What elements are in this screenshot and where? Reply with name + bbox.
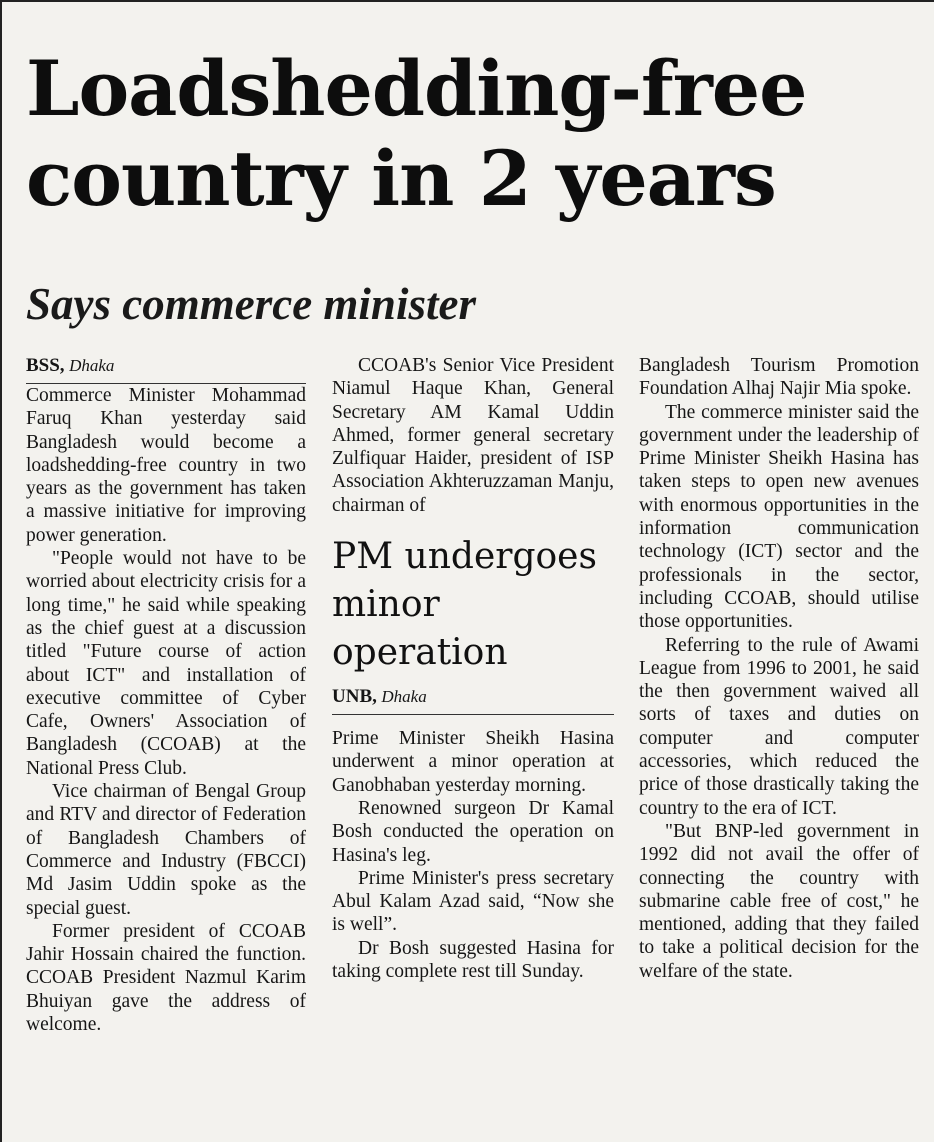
headline [26,44,926,224]
side-story-byline [332,685,614,715]
side-story-paragraph: Prime Minister Sheikh Hasina underwent a minor operation at Ganobhaban yesterday morning. [332,728,614,796]
headline-line-1: Loadshedding-free [26,44,807,133]
article-paragraph: Commerce Minister Mohammad Faruq Khan yesterday said Bangladesh would become a loadshedding-free country in two years as the government has taken a massive initiative for improving power generation. [26,385,306,546]
main-story-column-3 [639,354,919,983]
byline-agency: BSS, [26,355,65,376]
article-paragraph: Vice chairman of Bengal Group and RTV and director of Federation of Bangladesh Chambers of Commerce and Industry (FBCCI) Md Jasim Uddin spoke as the special guest. [26,781,306,919]
subheadline: Says commerce minister [26,279,476,329]
headline-line-2: country in 2 years [26,134,776,223]
side-headline-line-3: operation [332,632,508,674]
article-paragraph: "People would not have to be worried about electricity crisis for a long time," he said while speaking as the chief guest at a discussion titled "Future course of action about ICT" and installation of executive committee of Cyber Cafe, Owners' Association of Bangladesh (CCOAB) at the National Press Club. [26,548,306,779]
side-headline-line-1: PM undergoes [332,536,597,578]
article-paragraph: "But BNP-led government in 1992 did not avail the offer of connecting the country with submarine cable free of cost," he mentioned, adding that they failed to take a political decision for the welfare of the state. [639,820,919,982]
side-story-paragraph: Prime Minister's press secretary Abul Kalam Azad said, “Now she is well”. [332,867,614,936]
byline-agency: UNB, [332,686,377,708]
article-paragraph: The commerce minister said the government under the leadership of Prime Minister Sheikh Hasina has taken steps to open new avenues with enormous opportunities in the information communication technology (ICT) sector and the professionals in the sector, including CCOAB, should utilise those opportunities. [639,401,919,633]
byline-place: Dhaka [381,687,427,707]
article-paragraph: CCOAB's Senior Vice President Niamul Haque Khan, General Secretary AM Kamal Uddin Ahmed, former general secretary Zulfiquar Haider, president of ISP Association Akhteruzzaman Manju, chairman of [332,355,614,516]
article-paragraph: Former president of CCOAB Jahir Hossain chaired the function. CCOAB President Nazmul Karim Bhuiyan gave the address of welcome. [26,920,306,1036]
main-story-column-2 [332,354,614,983]
article-paragraph: Referring to the rule of Awami League from 1996 to 2001, he said the then government waived all sorts of taxes and duties on computer and computer accessories, which reduced the price of those drastically taking the country to the era of ICT. [639,634,919,819]
side-story-paragraph: Dr Bosh suggested Hasina for taking complete rest till Sunday. [332,937,614,983]
side-story-paragraph: Renowned surgeon Dr Kamal Bosh conducted the operation on Hasina's leg. [332,797,614,866]
byline-place: Dhaka [69,356,115,375]
side-headline-line-2: minor [332,584,440,626]
article-paragraph: Bangladesh Tourism Promotion Foundation Alhaj Najir Mia spoke. [639,355,919,400]
side-story-headline [332,533,614,677]
main-story-byline [26,354,306,384]
main-story-column-1 [26,354,306,1036]
